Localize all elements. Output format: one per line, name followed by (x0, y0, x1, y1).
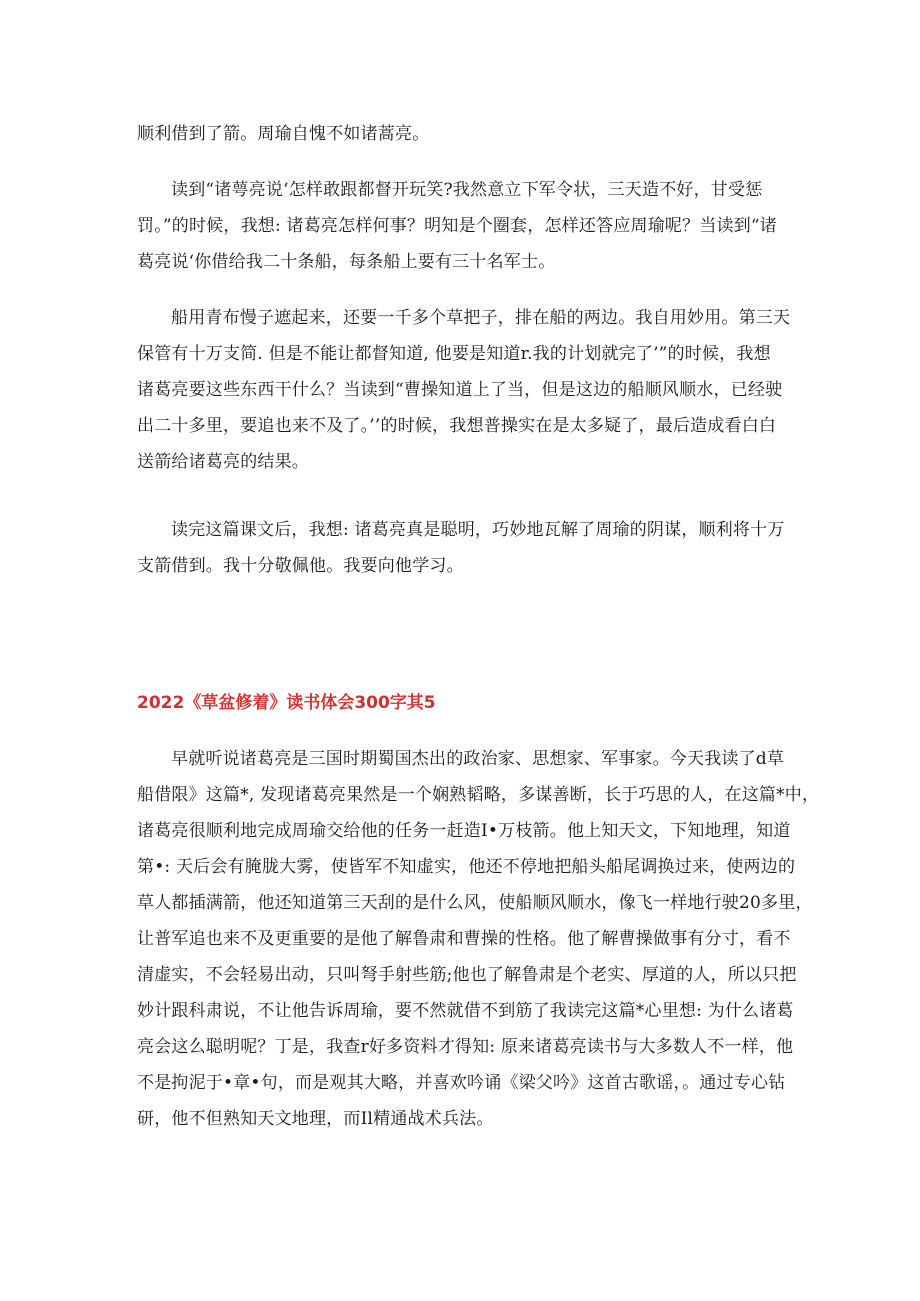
text-line: 支箭借到。我十分敬佩他。我要向他学习。 (137, 556, 464, 576)
text-line: 送箭给诸葛亮的结果。 (137, 452, 309, 472)
text-line: 顺利借到了箭。周瑜自愧不如诸蒿亮。 (137, 124, 430, 144)
text-line: 诸葛亮很顺利地完成周瑜交给他的任务一赶造I•万枝箭。他上知天文，下知地理，知道 (137, 821, 791, 841)
paragraph-4 (137, 741, 820, 1137)
text-line: 不是拘泥于•章•句，而是观其大略，并喜欢吟诵《梁父吟》这首古歌谣，。通过专心钻 (137, 1073, 786, 1093)
text-line: 妙计跟科肃说，不让他告诉周瑜，要不然就借不到筋了我读完这篇*心里想: 为什么诸葛 (137, 1001, 794, 1021)
text-line: 亮会这么聪明呢？丁是，我查r好多资料才得知: 原来诸葛亮读书与大多数人不一样，他 (137, 1037, 794, 1057)
section-heading: 2022《草盆修着》读书体会300字其5 (137, 693, 436, 713)
paragraph-1 (137, 172, 787, 280)
text-line: 让普军追也来不及更重要的是他了解鲁肃和曹操的性格。他了解曹操做事有分寸，看不 (137, 929, 791, 949)
text-line: 读完这篇课文后，我想: 诸葛亮真是聪明，巧妙地瓦解了周瑜的阴谋，顺利将十万 (171, 520, 785, 540)
text-line: 诸葛亮要这些东西干什么？当读到“曹操知道上了当，但是这边的船顺风顺水，已经驶 (137, 380, 783, 400)
text-line: 早就听说诸葛亮是三国时期蜀国杰出的政治家、思想家、军事家。今天我读了d草 (171, 749, 785, 769)
text-line: 保管有十万支简. 但是不能让都督知道, 他要是知道r.我的计划就完了’”的时候，我想 (137, 344, 771, 364)
paragraph-3 (137, 512, 787, 584)
text-line: 船用青布慢子遮起来，还要一千多个草把子，排在船的两边。我自用妙用。第三天 (171, 308, 791, 328)
text-line: 研，他不但熟知天文地理，而Il精通战术兵法。 (137, 1109, 494, 1129)
text-line: 草人都插满箭，他还知道第三天刮的是什么风，使船顺风顺水，像飞一样地行驶20多里， (137, 893, 813, 913)
text-line: 出二十多里，要追也来不及了。’’的时候，我想普操实在是太多疑了，最后造成看白白 (137, 416, 777, 436)
text-line: 清虚实，不会轻易出动，只叫弩手射些筋;他也了解鲁肃是个老实、厚道的人，所以只把 (137, 965, 797, 985)
text-line: 罚。”的时候，我想: 诸葛亮怎样何事？明知是个圈套，怎样还答应周瑜呢？当读到“诸 (137, 216, 778, 236)
paragraph-continuation (137, 116, 787, 152)
text-line: 读到“诸萼亮说‘怎样敢跟都督开玩笑?我然意立下军令状，三天造不好，甘受惩 (171, 180, 763, 200)
text-line: 船借限》这篇*, 发现诸葛亮果然是一个娴熟韬略，多谋善断，长于巧思的人，在这篇*中， (137, 785, 820, 805)
text-line: 第•: 天后会有腌胧大雾，使皆军不知虚实，他还不停地把船头船尾调换过来，使两边的 (137, 857, 796, 877)
paragraph-2 (137, 300, 791, 480)
text-line: 葛亮说‘你借给我二十条船，每条船上要有三十名军士。 (137, 252, 556, 272)
